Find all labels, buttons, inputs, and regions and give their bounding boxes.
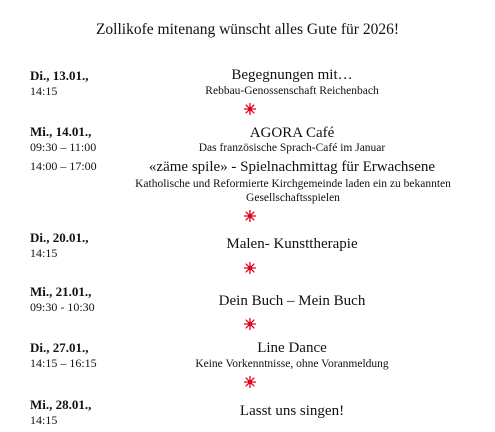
event-date: Di., 13.01., xyxy=(30,68,89,83)
event-date: Di., 27.01., xyxy=(30,340,89,355)
event-title: Line Dance xyxy=(257,340,327,356)
event-time: 09:30 – 11:00 xyxy=(30,140,97,154)
event-subtitle: Das französische Sprach-Café im Januar xyxy=(198,142,386,154)
event-title-second: «zäme spile» - Spielnachmittag für Erwachsene xyxy=(148,159,436,175)
event-time: 14:15 xyxy=(30,84,58,98)
event-date: Mi., 21.01., xyxy=(30,284,92,299)
event-title: AGORA Café xyxy=(249,125,335,141)
page-title: Zollikofe mitenang wünscht alles Gute für 2026! xyxy=(95,21,400,38)
event-time: 14:15 xyxy=(30,413,58,427)
starburst-icon xyxy=(244,318,256,330)
event-time: 14:15 xyxy=(30,246,58,260)
event-title: Lasst uns singen! xyxy=(239,403,345,419)
event-subtitle-second: Katholische und Reformierte Kirchgemeinde laden ein zu bekannten Gesellschaftsspielen xyxy=(135,178,451,204)
event-title: Begegnungen mit… xyxy=(231,67,353,83)
event-time-second: 14:00 – 17:00 xyxy=(30,159,97,173)
starburst-icon xyxy=(244,210,256,222)
event-subtitle: Rebbau-Genossenschaft Reichenbach xyxy=(205,85,379,97)
starburst-icon xyxy=(244,376,256,388)
event-title: Malen- Kunsttherapie xyxy=(226,236,358,252)
event-time: 09:30 - 10:30 xyxy=(30,300,95,314)
starburst-icon xyxy=(244,262,256,274)
event-subtitle: Keine Vorkenntnisse, ohne Voranmeldung xyxy=(195,358,389,370)
event-date: Mi., 14.01., xyxy=(30,124,92,139)
starburst-icon xyxy=(244,103,256,115)
event-date: Mi., 28.01., xyxy=(30,397,92,412)
event-title: Dein Buch – Mein Buch xyxy=(218,293,366,309)
event-date: Di., 20.01., xyxy=(30,230,89,245)
event-time: 14:15 – 16:15 xyxy=(30,356,97,370)
